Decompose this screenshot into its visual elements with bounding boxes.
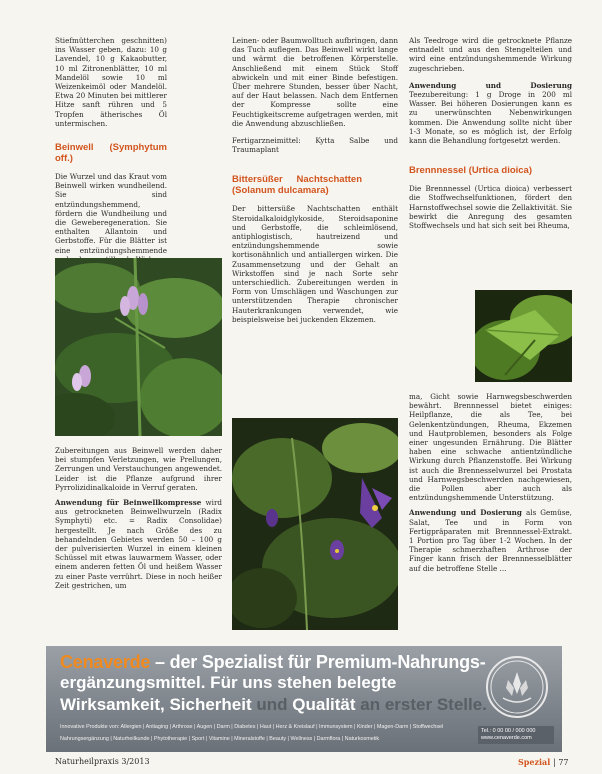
column-3-lower [409,392,572,577]
brennnessel-dosierung-paragraph [409,508,572,572]
ad-small-print-2: Nahrungsergänzung | Naturheilkunde | Phytotherapie | Sport | Vitamine | Mineralstoffe | Beauty | Wellness | Darmflora | Naturkosmetik [60,736,380,742]
nachtschatten-paragraph: Der bittersüße Nachtschatten enthält Steroidalkaloidglykoside, Steroidsaponine und Gerbstoffe, die schleimlösend, antiphlogistisch, hautreizend und entzündungshemmende sowie kortisonähnlich und antiallergen wirken. Die Zusammensetzung und der Gehalt an Wirkstoffen sind je nach Sorte sehr unterschiedlich. Zubereitungen werden in Form von Umschlägen und Waschungen zur unterstützenden Therapie chronischer Hauterkrankungen verwendet, wie beispielsweise bei juckenden Ekzemen. [232,204,398,324]
ad-line-1-text: – der Spezialist für Premium-Nahrungs- [150,652,486,672]
ad-small-print-1: Innovative Produkte von: Allergien | Antiaging | Arthrose | Augen | Darm | Diabetes | Haut | Herz & Kreislauf | Immunsystem | Kinder | Magen-Darm | Stoffwechsel [60,724,444,730]
intro-paragraph: Stiefmütterchen geschnitten) ins Wasser geben, dazu: 10 g Lavendel, 10 g Kakaobutter, 10 ml Zitronenblätter, 10 ml Mandelöl sowie 10 ml Weizenkeimöl oder Mandelöl. Etwa 20 Minuten bei mittlerer Hitze sanft rühren und 5 Tropfen ätherisches Öl untermischen. [55,36,167,128]
ad-line-3d: an erster Stelle. [355,695,487,714]
ad-line-3 [60,695,487,715]
column-1-lower [55,446,222,594]
footer-section-label: Spezial [518,757,551,767]
ad-line-3b: und [251,695,293,714]
ad-line-3a: Wirksamkeit, Sicherheit [60,695,252,714]
beinwell-paragraph-2: Zubereitungen aus Beinwell werden daher bei stumpfen Verletzungen, wie Prellungen, Zerrungen und Verstauchungen angewendet. Leider ist die Pflanze aufgrund ihrer Pyrrolizidinalkaloide in Verruf geraten. [55,446,222,492]
ad-line-1 [60,652,486,673]
ad-line-2: ergänzungsmittel. Für uns stehen belegte [60,673,397,692]
column-3 [409,36,572,234]
beinwell-application-text: wird aus getrockneten Beinwellwurzeln (Radix Symphyti) etc. = Radix Consolidae) hergestellt. Je nach Größe des zu behandelnden Gebietes werden 50 – 100 g der pulverisierten Wurzel in einem kleinen Schüssel mit etwas lauwarmem Wasser, oder einem anderen fetten Öl und heißem Wasser zu einer Paste verrührt. Diese in noch heißer Zeit gestrichen, um [55,498,222,590]
ad-brand-name: Cenaverde [60,652,151,672]
cenaverde-logo-icon [486,656,548,718]
footer-section: Spezial | 77 [518,757,569,767]
brennnessel-heading: Brennnessel (Urtica dioica) [409,165,533,177]
dosierung-paragraph [409,81,572,145]
dosierung-label: Anwendung und Dosierung [409,80,572,90]
fertigarzneimittel-paragraph: Fertigarzneimittel: Kytta Salbe und Traumaplant [232,136,398,155]
brennnessel-dosierung-label: Anwendung und Dosierung [409,508,522,518]
column-2 [232,36,398,328]
brennnessel-dosierung-text: als Gemüse, Salat, Tee und in Form von Fertigpräparaten mit Brennnessel-Extrakt. 1 Portion pro Tag über 1-2 Wochen. In der Therapie schmerzhaften Arthrose der Finger kann frisch der Brennnesselblätter auf die betroffene Stelle ... [409,508,572,573]
beinwell-heading: Beinwell (Symphytum off.) [55,142,167,165]
teedroge-paragraph: Als Teedroge wird die getrocknete Pflanze entnadelt und aus den Stengelteilen und wird eine entzündungshemmende Wirkung zugeschrieben. [409,36,572,73]
kompresse-paragraph: Leinen- oder Baumwolltuch aufbringen, dann das Tuch auflegen. Das Beinwell wirkt lange und wärmt die betroffenen Körperstelle. Anschließend mit einem Stück Stoff abwickeln und mit einer Binde befestigen. Über mehrere Stunden, besser über Nacht, auf der Haut belassen. Nach dem Entfernen der Kompresse sollte eine Feuchtigkeitscreme aufgetragen werden, mit die Anwendung abzuschließen. [232,36,398,128]
beinwell-paragraph-1: Die Wurzel und das Kraut vom Beinwell wirken wundheilend. Sie sind entzündungshemmend, fördern die Wundheilung und die Geweberegeneration. Sie enthalten Allantoin und Gerbstoffe. Für die Blätter ist eine entzündungshemmende [55,172,167,255]
ad-contact-box[interactable]: Tel.: 0 00 00 / 000 000 www.cenaverde.com [478,726,554,744]
beinwell-application-label: Anwendung für Beinwellkompresse [55,498,202,508]
ad-line-3c: Qualität [292,695,356,714]
nachtschatten-heading: Bittersüßer Nachtschatten (Solanum dulcamara) [232,174,362,197]
footer-publication: Naturheilpraxis 3/2013 [55,757,150,766]
page-number: 77 [558,758,569,767]
brennnessel-paragraph-2: ma, Gicht sowie Harnwegsbeschwerden bewährt. Brennnessel bietet einiges: Heilpflanze, die als Tee, bei Gelenkentzündungen, Rheuma, Ekzemen und Hautproblemen, besonders als Folge einer ungesunden Ernährung. Die Blätter haben eine schwache antientzündliche Wirkung durch Pflanzenstoffe. Bei Wirkung ist auch die Brennesselwurzel bei Prostata und Harnwegsbeschwerden nachgewiesen, die Pollen aber auch als entzündungshemmende Unterstützung. [409,392,572,503]
dosierung-text: Teezubereitung: 1 g Droge in 200 ml Wasser. Bei höheren Dosierungen kann es zu unerwünschten Nebenwirkungen kommen. Die Anwendung sollte nicht über 1-3 Monate, so es möglich ist, der Erfolg kann die Behandlung fortgesetzt werden. [409,90,572,146]
column-1 [55,36,167,286]
cenaverde-advertisement[interactable] [46,646,562,752]
brennnessel-paragraph-1: Die Brennnessel (Urtica dioica) verbessert die Stoffwechselfunktionen, fördert den Harnstoffwechsel sowie die Zellaktivität. Sie bewirkt die Anregung des gesamten Stoffwechsels und hat sich seit bei Rheuma, [409,184,572,231]
comfrey-photo [55,258,222,436]
beinwell-paragraph-3 [55,498,222,590]
nightshade-photo [232,418,398,630]
nettle-photo [475,290,572,382]
